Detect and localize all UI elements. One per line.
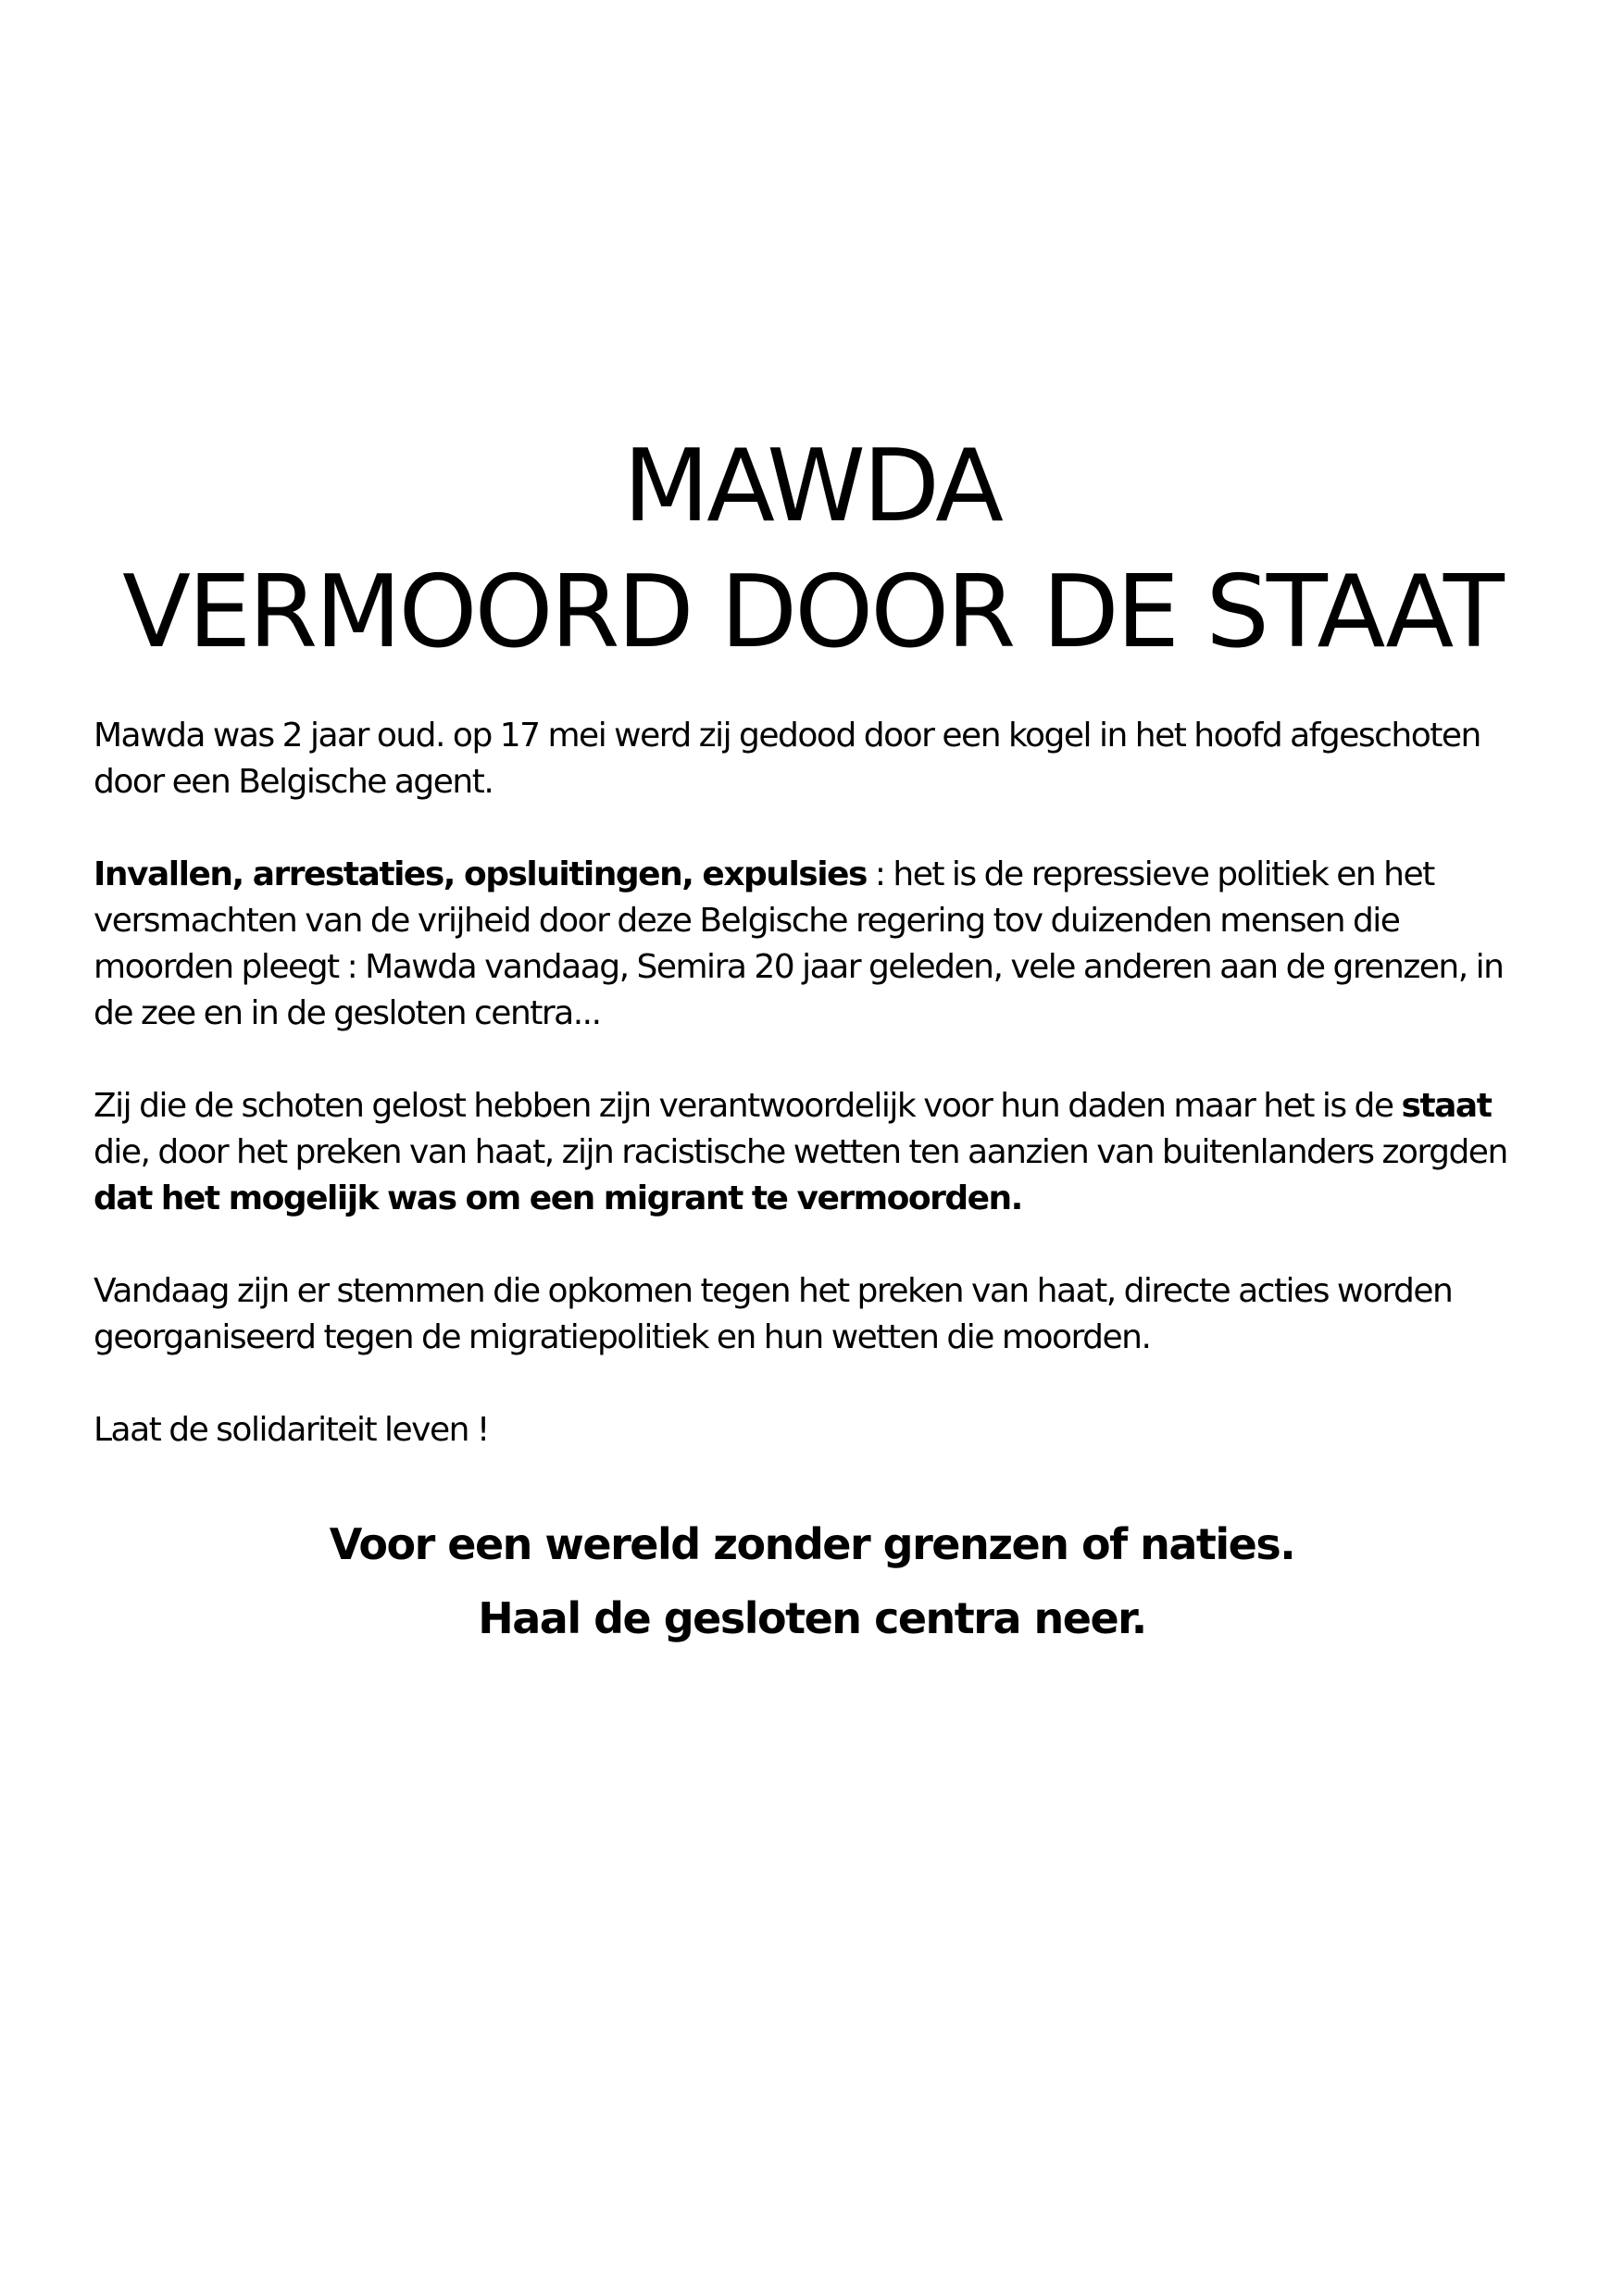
slogan-line-1: Voor een wereld zonder grenzen of naties. <box>329 1519 1295 1569</box>
body-text <box>94 713 1538 1500</box>
paragraph-3-text-b: die, door het preken van haat, zijn racistische wetten ten aanzien van buitenlanders zorgden <box>94 1133 1507 1171</box>
closing-slogan <box>0 1507 1624 1655</box>
paragraph-1-text: Mawda was 2 jaar oud. op 17 mei werd zij gedood door een kogel in het hoofd afgeschoten door een Belgische agent. <box>94 717 1480 801</box>
paragraph-4 <box>94 1268 1538 1361</box>
title-line-2: VERMOORD DOOR DE STAAT <box>122 555 1502 670</box>
paragraph-3-bold-b: dat het mogelijk was om een migrant te vermoorden. <box>94 1179 1022 1217</box>
slogan-line-2: Haal de gesloten centra neer. <box>478 1593 1146 1643</box>
paragraph-3 <box>94 1083 1538 1222</box>
paragraph-3-bold-a: staat <box>1401 1087 1492 1125</box>
paragraph-2 <box>94 852 1538 1037</box>
paragraph-1 <box>94 713 1538 805</box>
paragraph-2-bold: Invallen, arrestaties, opsluitingen, expulsies <box>94 855 867 893</box>
paragraph-3-text-a: Zij die de schoten gelost hebben zijn verantwoordelijk voor hun daden maar het is de <box>94 1087 1402 1125</box>
paragraph-5 <box>94 1407 1538 1454</box>
paragraph-2-text: : het is de repressieve politiek en het versmachten van de vrijheid door deze Belgische regering tov duizenden mensen die moorden pleegt : Mawda vandaag, Semira 20 jaar geleden, vele anderen aan de grenzen, in de zee en in de gesloten centra... <box>94 855 1504 1032</box>
title-line-1: MAWDA <box>622 429 1002 544</box>
page-title <box>0 424 1624 676</box>
paragraph-4-text: Vandaag zijn er stemmen die opkomen tegen het preken van haat, directe acties worden georganiseerd tegen de migratiepolitiek en hun wetten die moorden. <box>94 1272 1453 1356</box>
paragraph-5-text: Laat de solidariteit leven ! <box>94 1411 489 1449</box>
